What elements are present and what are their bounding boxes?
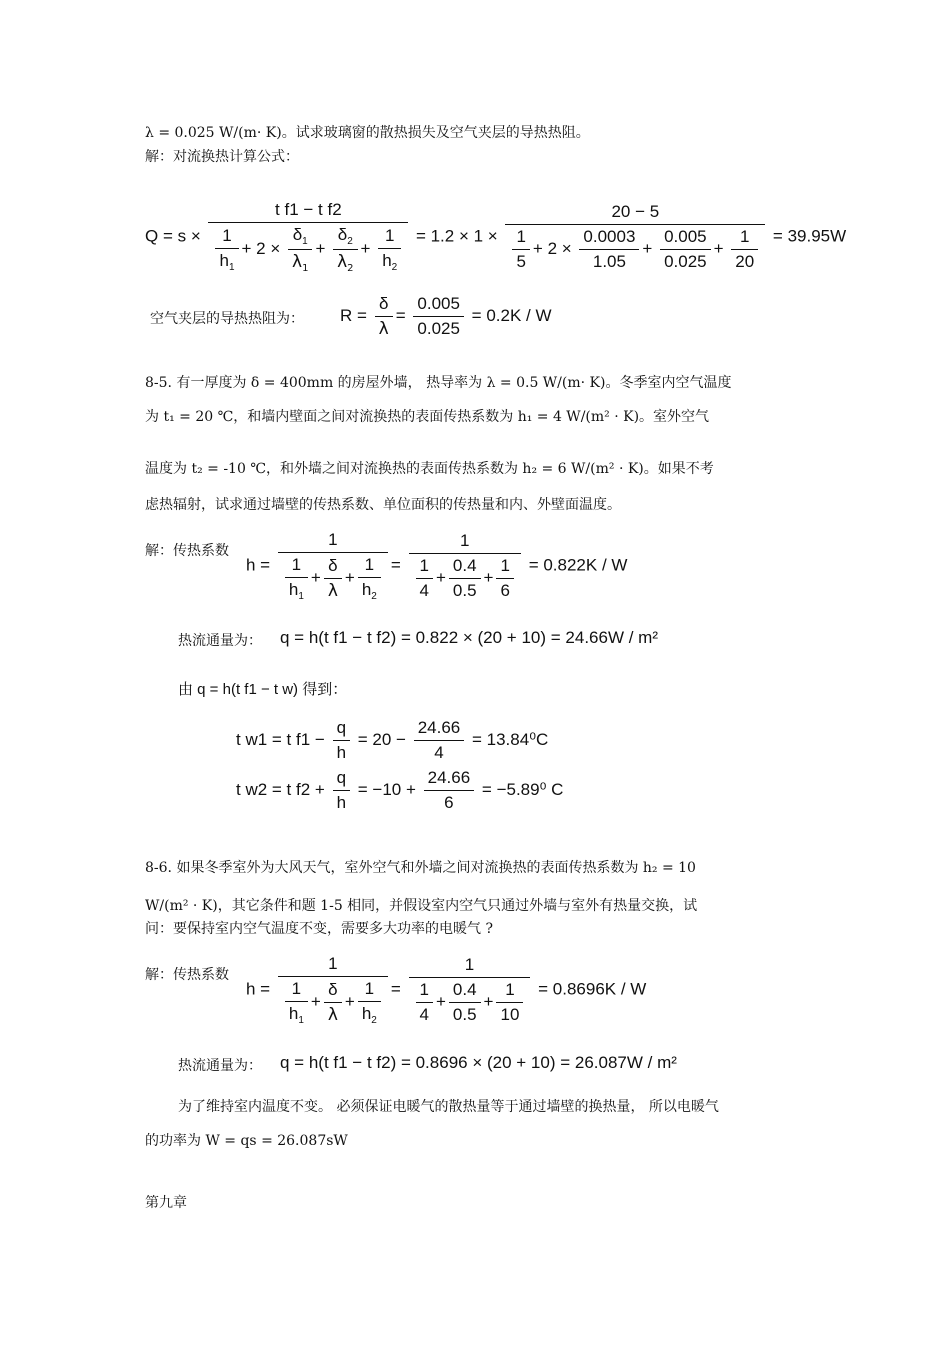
fraction — [208, 200, 408, 274]
denominator: $\frac{1}{h_1}$ + 2 × $\frac{\delta_1}{\lambda_1}$ + $\frac{\delta_2}{\lambda_2}$ + $\frac{1}{h_2}$ — [208, 223, 408, 274]
eq-text: Q = s × — [145, 226, 201, 246]
eq-text: = 39.95W — [772, 226, 847, 246]
equation-tw1: t w1 = t f1 − $\frac{q}{h}$ = 20 − $\frac{24.66}{4}$ = 13.84⁰C — [236, 718, 549, 762]
conclusion-line2: 的功率为 W = qs = 26.087sW — [145, 1133, 348, 1149]
equation-h1: h = 1 $\frac{1}{h_1}$ + $\frac{\delta}{\lambda}$ + $\frac{1}{h_2}$ = 1 $\frac{1}{4}$ + $\frac{0.4}{0.5}$ + $\frac{1}{6}$ = 0.822K / W — [246, 530, 628, 602]
equation-q2: q = h(t f1 − t f2) = 0.8696 × (20 + 10) = 26.087W / m² — [280, 1053, 677, 1072]
equation-h2: h = 1 $\frac{1}{h_1}$ + $\frac{\delta}{\lambda}$ + $\frac{1}{h_2}$ = 1 $\frac{1}{4}$ + $\frac{0.4}{0.5}$ + $\frac{1}{10}$ = 0.8696K / W — [246, 954, 647, 1026]
chapter-heading: 第九章 — [145, 1195, 187, 1211]
numerator: t f1 − t f2 — [208, 200, 408, 223]
eq-text: = 0.2K / W — [471, 305, 552, 325]
flux-label: 热流通量为： — [178, 633, 262, 649]
solution-label: 解：传热系数 — [145, 967, 229, 983]
equation-q1: q = h(t f1 − t f2) = 0.822 × (20 + 10) = 24.66W / m² — [280, 628, 658, 647]
fraction: $\frac{0.005}{0.025}$ — [413, 294, 464, 339]
problem-85-line2: 为 t₁ = 20 ℃，和墙内壁面之间对流换热的表面传热系数为 h₁ = 4 W/(m² · K)。室外空气 — [145, 409, 710, 425]
resistance-label: 空气夹层的导热热阻为： — [150, 311, 304, 327]
solution-label: 解：对流换热计算公式： — [145, 149, 299, 165]
solution-label: 解：传热系数 — [145, 543, 229, 559]
problem-85-line3: 温度为 t₂ = -10 ℃，和外墙之间对流换热的表面传热系数为 h₂ = 6 W/(m² · K)。如果不考 — [145, 461, 714, 477]
problem-85-line1: 8-5. 有一厚度为 δ = 400mm 的房屋外墙， 热导率为 λ = 0.5 W/(m· K)。冬季室内空气温度 — [145, 375, 732, 391]
conclusion-line1: 为了维持室内温度不变。 必须保证电暖气的散热量等于通过墙壁的换热量， 所以电暖气 — [178, 1099, 719, 1115]
equation-by: 由 q = h(t f1 − t w) 得到： — [178, 681, 348, 698]
flux-label: 热流通量为： — [178, 1058, 262, 1074]
equation-q — [145, 200, 846, 274]
problem-86-line1: 8-6. 如果冬季室外为大风天气，室外空气和外墙之间对流换热的表面传热系数为 h₂ = 10 — [145, 860, 696, 876]
problem-85-line4: 虑热辐射，试求通过墙壁的传热系数、单位面积的传热量和内、外壁面温度。 — [145, 497, 621, 513]
text-line: λ = 0.025 W/(m· K)。试求玻璃窗的散热损失及空气夹层的导热热阻。 — [145, 125, 590, 141]
problem-86-line2: W/(m² · K)，其它条件和题 1-5 相同，并假设室内空气只通过外墙与室外有热量交换，试 — [145, 898, 698, 914]
denominator: $\frac{1}{5}$ + 2 × $\frac{0.0003}{1.05}$ + $\frac{0.005}{0.025}$ + $\frac{1}{20}$ — [505, 225, 765, 272]
fraction — [505, 202, 765, 272]
fraction: $\frac{\delta}{\lambda}$ — [375, 294, 393, 339]
eq-text: R = — [340, 305, 367, 325]
equation-r: R = $\frac{\delta}{\lambda}$ = $\frac{0.005}{0.025}$ = 0.2K / W — [340, 294, 552, 339]
equation-tw2: t w2 = t f2 + $\frac{q}{h}$ = −10 + $\frac{24.66}{6}$ = −5.89⁰ C — [236, 768, 564, 812]
eq-text: = 1.2 × 1 × — [415, 226, 498, 246]
numerator: 20 − 5 — [505, 202, 765, 225]
problem-86-line3: 问：要保持室内空气温度不变，需要多大功率的电暖气 ? — [145, 921, 493, 937]
